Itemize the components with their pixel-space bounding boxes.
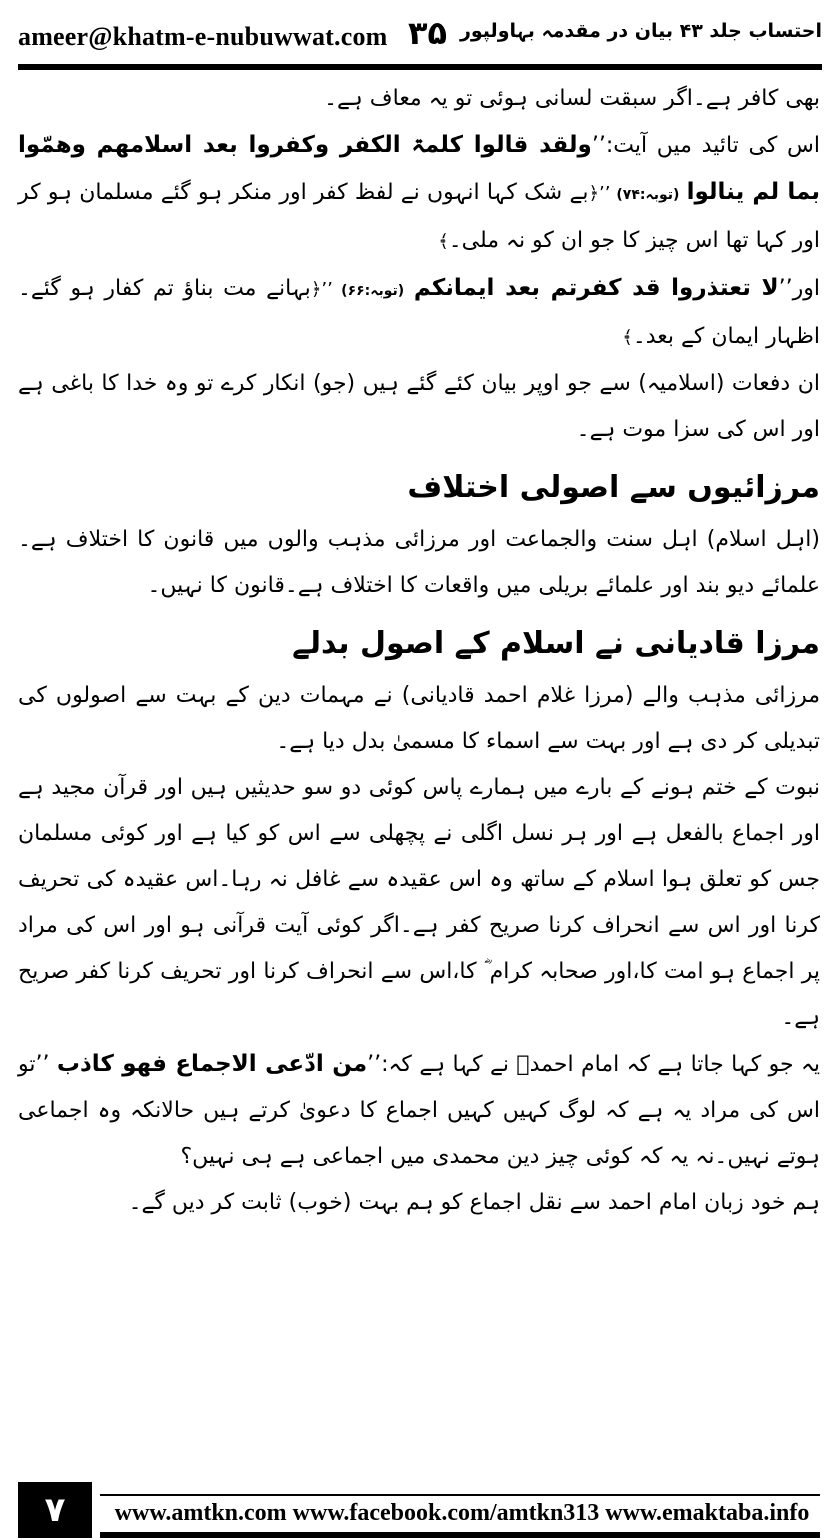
paragraph-5: (اہل اسلام) اہل سنت والجماعت اور مرزائی مذہب والوں میں قانون کا اختلاف ہے۔علمائے دیو بند اور علمائے بریلی میں واقعات کا اختلاف ہے۔قانون کا نہیں۔: [18, 527, 820, 598]
p2-close-ornament: ﴾: [438, 231, 449, 252]
page-number: ۳۵: [408, 14, 448, 52]
p2-arabic-verse: ولقد قالوا کلمۃ الکفر وکفروا بعد اسلامھم وھمّوا بما لم ینالوا: [18, 132, 821, 205]
paragraph-6: مرزائی مذہب والے (مرزا غلام احمد قادیانی) نے مہمات دین کے بہت سے اصولوں کی تبدیلی کر دی ہے اور بہت سے اسماء کا مسمیٰ بدل دیا ہے۔: [18, 683, 820, 754]
header-email: ameer@khatm-e-nubuwwat.com: [18, 22, 388, 51]
page-header: [18, 8, 822, 56]
paragraph-8: [18, 1041, 820, 1180]
paragraph-2: [18, 122, 820, 265]
page-body: [18, 76, 820, 1226]
p2-translation: بے شک کہا انہوں نے لفظ کفر اور منکر ہو گئے مسلمان ہو کر اور کہا تھا اس چیز کا جو ان کو نہ ملی۔: [18, 180, 820, 253]
p3-close-ornament: ﴾: [622, 327, 633, 348]
p3-translation: بہانے مت بناؤ تم کفار ہو گئے۔اظہار ایمان کے بعد۔: [18, 276, 820, 349]
p3-open-ornament: ’’﴿: [310, 279, 342, 300]
paragraph-7: نبوت کے ختم ہونے کے بارے میں ہمارے پاس کوئی دو سو حدیثیں ہیں اور قرآن مجید ہے اور اجماع بالفعل ہے اور ہر نسل اگلی نے پچھلی سے اس کو کیا ہے اور کوئی مسلمان جس کو تعلق ہوا اسلام کے ساتھ وہ اس عقیدہ سے غافل نہ رہا۔اس عقیدہ کی تحریف کرنا اور اس سے انحراف کرنا صریح کفر ہے۔اگر کوئی آیت قرآنی ہو اور اس کی مراد پر اجماع ہو امت کا،اور صحابہ کرام ؓ کا،اس سے انحراف کرنا اور تحریف کرنا کفر صریح ہے۔: [18, 775, 820, 1030]
running-title: احتساب جلد ۴۳ بیان در مقدمہ بہاولپور: [459, 20, 822, 42]
section-heading-1: مرزائیوں سے اصولی اختلاف: [407, 470, 820, 505]
p8-prefix: یہ جو کہا جاتا ہے کہ امام احمدؒ نے کہا ہے کہ:’’: [367, 1052, 820, 1077]
footer-rule-bottom: [100, 1532, 820, 1538]
p3-arabic-verse: لا تعتذروا قد کفرتم بعد ایمانکم: [413, 275, 779, 301]
paragraph-1: بھی کافر ہے۔اگر سبقت لسانی ہوئی تو یہ معاف ہے۔: [324, 86, 820, 111]
footer-rule-top: [100, 1494, 820, 1496]
p2-prefix: اس کی تائید میں آیت:’’: [591, 133, 820, 158]
footer-links: www.amtkn.com www.facebook.com/amtkn313 www.emaktaba.info: [114, 1500, 810, 1526]
header-rule: [18, 64, 822, 70]
p8-arabic-quote: من ادّعی الاجماع فھو کاذب: [56, 1051, 368, 1077]
paragraph-9: ہم خود زبان امام احمد سے نقل اجماع کو ہم بہت (خوب) ثابت کر دیں گے۔: [128, 1190, 820, 1215]
p2-open-ornament: ’’﴿: [588, 183, 617, 204]
p3-prefix: اور’’: [778, 276, 820, 301]
footer-page-box: ۷: [18, 1482, 92, 1538]
p8-rest: ’’تو اس کی مراد یہ ہے کہ لوگ کہیں کہیں اجماع کا دعویٰ کرتے ہیں حالانکہ وہ اجماعی ہوتے نہیں۔نہ یہ کہ کوئی چیز دین محمدی میں اجماعی ہے ہی نہیں؟: [18, 1052, 820, 1169]
paragraph-3: [18, 265, 820, 361]
paragraph-4: ان دفعات (اسلامیہ) سے جو اوپر بیان کئے گئے ہیں (جو) انکار کرے تو وہ خدا کا باغی ہے اور اس کی سزا موت ہے۔: [18, 371, 820, 442]
p3-verse-reference: (توبہ:۶۶): [341, 283, 405, 299]
section-heading-2: مرزا قادیانی نے اسلام کے اصول بدلے: [292, 626, 820, 661]
p2-verse-reference: (توبہ:۷۴): [616, 187, 680, 203]
